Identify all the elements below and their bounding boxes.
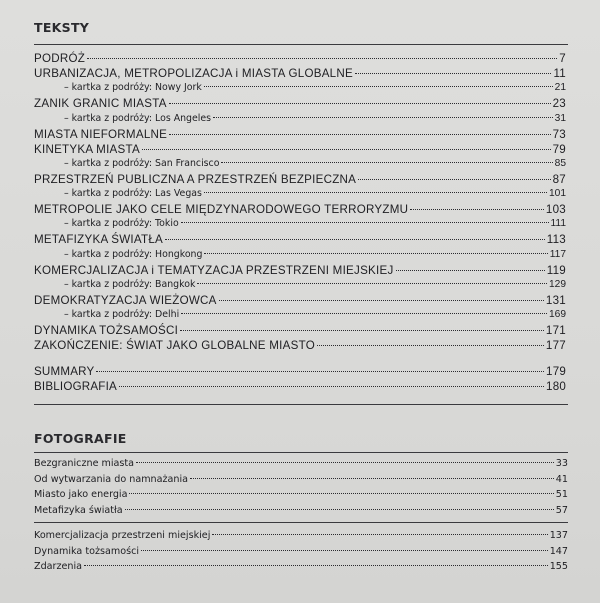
dot-leader (84, 565, 548, 566)
toc-entry-page: 31 (554, 113, 566, 124)
toc-entry-page: 73 (552, 128, 566, 141)
toc-entry (34, 173, 566, 186)
toc-entry-page: 171 (545, 324, 566, 337)
toc-entry-title: – kartka z podróży: Los Angeles (64, 113, 212, 124)
toc-entry-title: Metafizyka światła (34, 504, 123, 516)
toc-entry-page: 180 (546, 380, 566, 393)
toc-subentry (64, 249, 566, 260)
dot-leader (169, 103, 551, 104)
toc-entry-page: 85 (554, 158, 566, 169)
dot-leader (119, 386, 544, 387)
dot-leader (181, 222, 549, 223)
dot-leader (169, 134, 550, 135)
toc-entry (34, 203, 566, 216)
toc-entry-title: – kartka z podróży: Bangkok (64, 279, 196, 290)
dot-leader (197, 283, 547, 284)
teksty-bottom-rule (34, 404, 568, 405)
dot-leader (219, 300, 544, 301)
toc-entry-page: 177 (545, 339, 566, 352)
toc-entry-title: – kartka z podróży: Tokio (64, 218, 179, 229)
toc-entry-page: 57 (555, 504, 568, 516)
toc-entry-page: 131 (545, 294, 566, 307)
dot-leader (87, 58, 557, 59)
toc-subentry (64, 309, 566, 320)
toc-entry-title: BIBLIOGRAFIA (34, 380, 117, 393)
toc-entry-page: 119 (546, 264, 566, 277)
toc-entry-title: – kartka z podróży: Nowy Jork (64, 82, 202, 93)
toc-extra-entry (34, 365, 566, 378)
dot-leader (190, 478, 554, 479)
toc-entry (34, 294, 566, 307)
photo-entry (34, 489, 568, 500)
toc-entry (34, 52, 566, 65)
dot-leader (180, 330, 544, 331)
toc-entry-page: 101 (549, 188, 566, 199)
toc-entry-title: METROPOLIE JAKO CELE MIĘDZYNARODOWEGO TERRORYZMU (34, 203, 409, 216)
toc-entry-title: Bezgraniczne miasta (34, 458, 135, 469)
toc-entry-title: ZANIK GRANIC MIASTA (34, 97, 167, 110)
toc-entry (34, 67, 566, 80)
toc-entry-page: 113 (546, 233, 566, 246)
toc-entry (34, 233, 566, 246)
toc-entry (34, 324, 566, 337)
toc-entry-page: 7 (559, 52, 566, 65)
toc-extra-entry (34, 380, 566, 393)
dot-leader (317, 345, 544, 346)
toc-subentry (64, 158, 566, 169)
toc-entry-title: Komercjalizacja przestrzeni miejskiej (34, 530, 211, 541)
photo-entry (34, 546, 568, 557)
dot-leader (204, 192, 547, 193)
dot-leader (212, 534, 547, 535)
fotografie-top-rule (34, 452, 568, 453)
toc-entry-title: – kartka z podróży: Delhi (64, 309, 180, 320)
photo-entry (34, 505, 568, 516)
toc-entry-page: 129 (549, 279, 566, 290)
toc-entry-page: 41 (555, 473, 568, 485)
toc-entry (34, 339, 566, 352)
toc-entry-title: Zdarzenia (34, 561, 83, 572)
photo-entry (34, 530, 568, 541)
photo-entry (34, 474, 568, 485)
toc-subentry (64, 113, 566, 124)
toc-entry (34, 128, 566, 141)
photo-entry (34, 458, 568, 469)
toc-entry-page: 147 (549, 545, 568, 557)
dot-leader (204, 253, 547, 254)
toc-entry-title: DEMOKRATYZACJA WIEŻOWCA (34, 294, 217, 307)
toc-entry-page: 137 (549, 530, 568, 541)
fotografie-heading: FOTOGRAFIE (34, 431, 127, 446)
toc-entry-page: 179 (546, 365, 566, 378)
toc-entry-title: Miasto jako energia (34, 489, 128, 500)
toc-entry-page: 21 (554, 82, 566, 93)
toc-entry-title: URBANIZACJA, METROPOLIZACJA i MIASTA GLOBALNE (34, 67, 353, 80)
toc-entry-title: SUMMARY (34, 365, 95, 378)
toc-subentry (64, 279, 566, 290)
toc-entry-title: KOMERCJALIZACJA i TEMATYZACJA PRZESTRZENI MIEJSKIEJ (34, 264, 394, 277)
teksty-top-rule (34, 44, 568, 45)
toc-entry-title: KINETYKA MIASTA (34, 143, 140, 156)
teksty-heading: TEKSTY (34, 20, 90, 35)
toc-entry-title: Dynamika tożsamości (34, 545, 140, 557)
toc-entry-title: – kartka z podróży: San Francisco (64, 158, 220, 169)
photo-entry (34, 561, 568, 572)
toc-entry-page: 51 (555, 489, 568, 500)
dot-leader (213, 117, 553, 118)
toc-entry-page: 87 (552, 173, 566, 186)
dot-leader (141, 550, 548, 551)
toc-entry-page: 23 (552, 97, 566, 110)
dot-leader (125, 509, 554, 510)
toc-entry-title: – kartka z podróży: Las Vegas (64, 188, 202, 199)
toc-entry-page: 33 (555, 458, 568, 469)
dot-leader (358, 179, 550, 180)
toc-entry-title: PODRÓŻ (34, 52, 86, 65)
dot-leader (204, 86, 553, 87)
toc-entry-page: 169 (549, 309, 566, 320)
toc-entry-page: 103 (545, 203, 566, 216)
toc-entry (34, 264, 566, 277)
toc-entry-title: – kartka z podróży: Hongkong (64, 249, 203, 260)
toc-entry-page: 11 (553, 67, 566, 80)
toc-entry-title: DYNAMIKA TOŻSAMOŚCI (34, 324, 179, 337)
toc-subentry (64, 188, 566, 199)
fotografie-mid-rule (34, 522, 568, 523)
toc-entry (34, 143, 566, 156)
dot-leader (181, 313, 547, 314)
toc-entry-page: 79 (552, 143, 566, 156)
toc-entry-page: 117 (549, 249, 566, 260)
dot-leader (136, 462, 554, 463)
dot-leader (410, 209, 544, 210)
toc-entry-page: 155 (549, 561, 568, 572)
dot-leader (355, 73, 551, 74)
toc-entry-title: PRZESTRZEŃ PUBLICZNA A PRZESTRZEŃ BEZPIECZNA (34, 173, 357, 186)
dot-leader (96, 371, 544, 372)
toc-subentry (64, 82, 566, 93)
toc-entry-title: MIASTA NIEFORMALNE (34, 128, 168, 141)
dot-leader (165, 239, 545, 240)
toc-entry-title: ZAKOŃCZENIE: ŚWIAT JAKO GLOBALNE MIASTO (34, 339, 315, 352)
dot-leader (396, 270, 545, 271)
dot-leader (221, 162, 552, 163)
toc-entry-title: Od wytwarzania do namnażania (34, 473, 189, 485)
dot-leader (129, 493, 553, 494)
toc-entry (34, 97, 566, 110)
toc-entry-title: METAFIZYKA ŚWIATŁA (34, 233, 164, 246)
toc-subentry (64, 218, 566, 229)
toc-entry-page: 111 (550, 218, 566, 229)
dot-leader (142, 149, 551, 150)
